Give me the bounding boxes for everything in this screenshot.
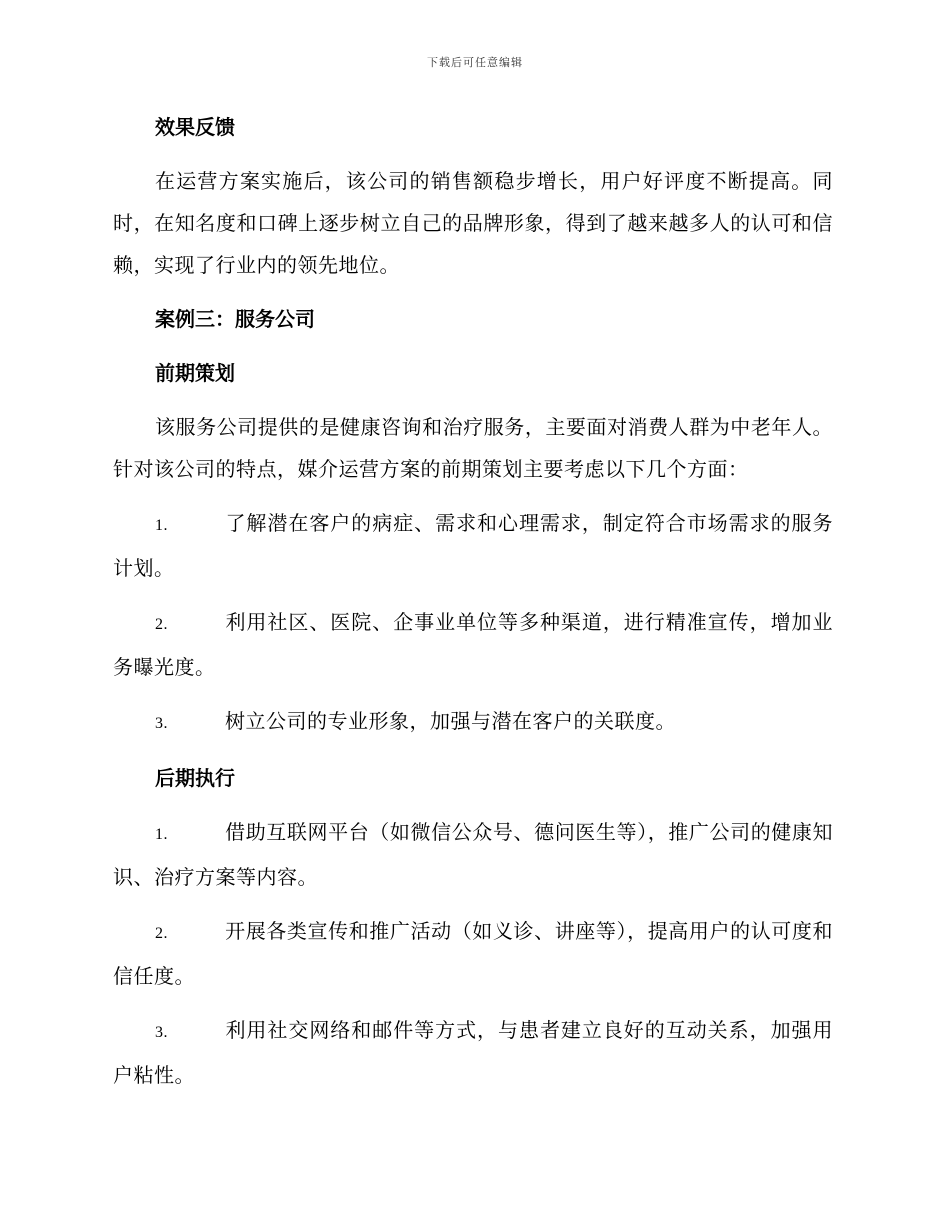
list-number: 3.	[155, 1024, 168, 1041]
list-item-text: 开展各类宣传和推广活动（如义诊、讲座等），提高用户的认可度和信任度。	[113, 919, 833, 988]
list-number: 2.	[155, 925, 168, 942]
execution-list-item	[113, 910, 833, 997]
section-heading-planning: 前期策划	[155, 361, 235, 385]
planning-list-item	[113, 601, 833, 688]
planning-list-item	[113, 502, 833, 589]
list-number: 1.	[155, 826, 168, 843]
execution-list-item	[113, 1009, 833, 1096]
list-item-text: 利用社区、医院、企事业单位等多种渠道，进行精准宣传，增加业务曝光度。	[113, 610, 833, 679]
list-item-text: 树立公司的专业形象，加强与潜在客户的关联度。	[225, 709, 676, 733]
planning-paragraph: 该服务公司提供的是健康咨询和治疗服务，主要面对消费人群为中老年人。针对该公司的特点，媒介运营方案的前期策划主要考虑以下几个方面：	[113, 415, 833, 481]
list-item-text: 借助互联网平台（如微信公众号、德问医生等），推广公司的健康知识、治疗方案等内容。	[113, 820, 833, 889]
document-body	[113, 106, 833, 1108]
list-item-text: 利用社交网络和邮件等方式，与患者建立良好的互动关系，加强用户粘性。	[113, 1018, 833, 1087]
planning-list-item	[113, 700, 833, 745]
feedback-paragraph: 在运营方案实施后，该公司的销售额稳步增长，用户好评度不断提高。同时，在知名度和口碑上逐步树立自己的品牌形象，得到了越来越多人的认可和信赖，实现了行业内的领先地位。	[113, 169, 833, 277]
section-heading-case3: 案例三：服务公司	[155, 307, 315, 331]
list-item-text: 了解潜在客户的病症、需求和心理需求，制定符合市场需求的服务计划。	[113, 511, 833, 580]
section-heading-execution: 后期执行	[155, 766, 235, 790]
execution-list-item	[113, 811, 833, 898]
list-number: 3.	[155, 715, 168, 732]
section-heading-feedback: 效果反馈	[155, 115, 235, 139]
page-header: 下载后可任意编辑	[427, 56, 523, 69]
list-number: 1.	[155, 517, 168, 534]
list-number: 2.	[155, 616, 168, 633]
